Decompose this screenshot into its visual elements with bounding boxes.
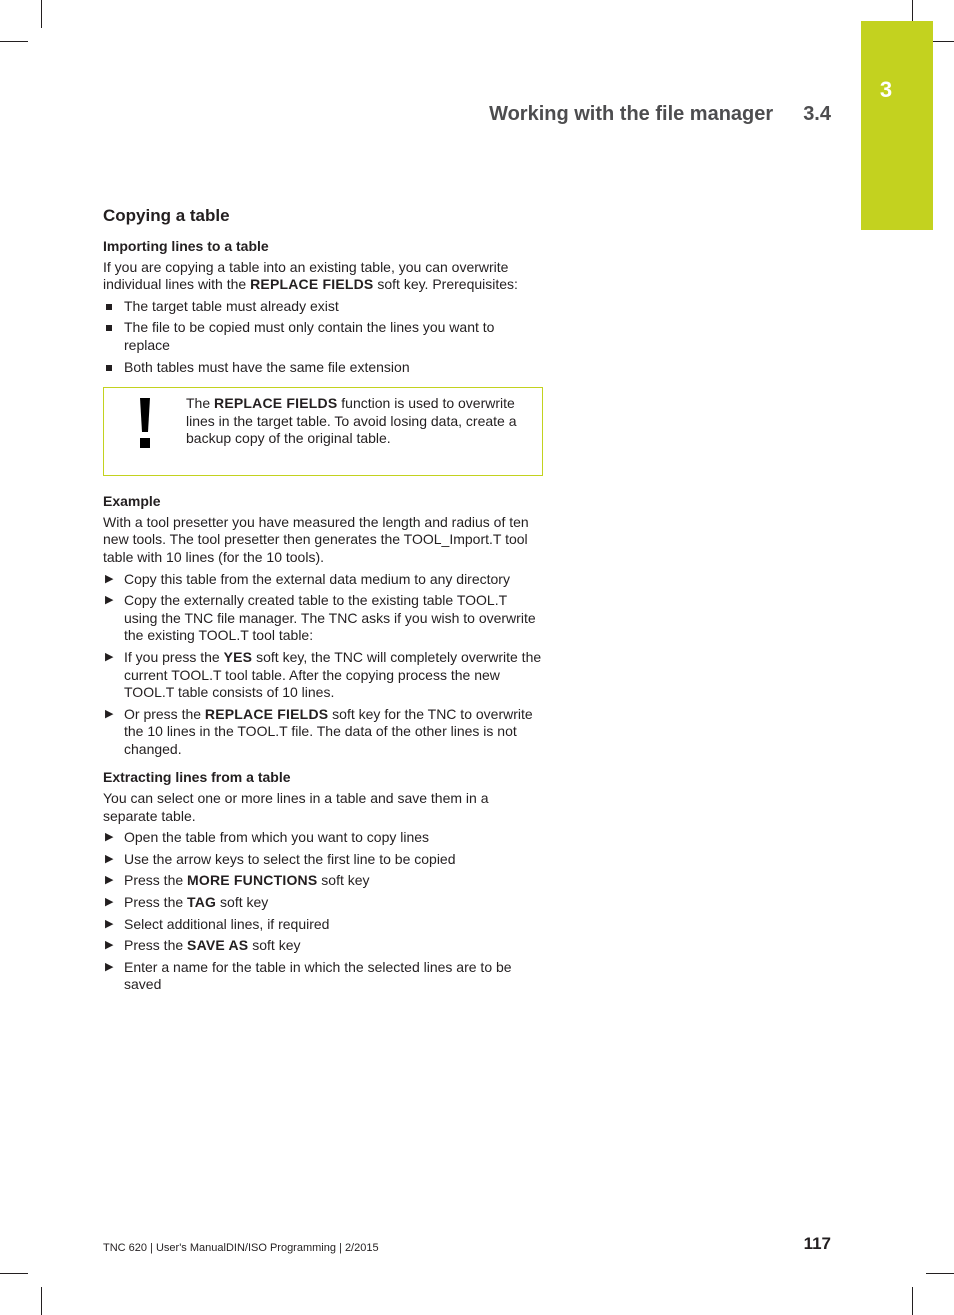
list-item: Both tables must have the same file extension bbox=[103, 359, 543, 377]
square-bullet-icon bbox=[106, 325, 112, 331]
crop-mark bbox=[0, 1273, 28, 1274]
extracting-subheading: Extracting lines from a table bbox=[103, 769, 291, 786]
softkey-name: REPLACE FIELDS bbox=[250, 276, 374, 293]
section-heading: Copying a table bbox=[103, 206, 230, 225]
softkey-name: REPLACE FIELDS bbox=[214, 395, 338, 412]
header-section: 3.4 bbox=[803, 103, 831, 125]
footer-text: TNC 620 | User's ManualDIN/ISO Programming | 2/2015 bbox=[103, 1242, 379, 1254]
softkey-name: SAVE AS bbox=[187, 937, 249, 954]
caution-note bbox=[103, 387, 543, 476]
crop-mark bbox=[41, 1287, 42, 1315]
crop-mark bbox=[41, 0, 42, 28]
step-item: ▶ Copy this table from the external data medium to any directory bbox=[105, 570, 510, 587]
triangle-arrow-icon: ▶ bbox=[105, 960, 114, 973]
step-item: ▶ Use the arrow keys to select the first line to be copied bbox=[105, 850, 456, 867]
step-item: ▶ Press the SAVE AS soft key bbox=[105, 937, 301, 954]
list-item: The file to be copied must only contain the lines you want to replace bbox=[103, 319, 543, 354]
step-item: ▶ Or press the REPLACE FIELDS soft key for the TNC to overwrite the 10 lines in the TOOL.T file. The data of the other lines is not changed. bbox=[105, 705, 533, 757]
triangle-arrow-icon: ▶ bbox=[105, 852, 114, 865]
triangle-arrow-icon: ▶ bbox=[105, 874, 114, 887]
triangle-arrow-icon: ▶ bbox=[105, 917, 114, 930]
softkey-name: YES bbox=[223, 648, 253, 665]
triangle-arrow-icon: ▶ bbox=[105, 707, 114, 720]
importing-subheading: Importing lines to a table bbox=[103, 238, 269, 254]
example-intro: With a tool presetter you have measured the length and radius of ten new tools. The tool presetter then generates the TOOL_Import.T tool table with 10 lines (for the 10 tools). bbox=[103, 513, 529, 565]
step-item: ▶ If you press the YES soft key, the TNC will completely overwrite the current TOOL.T tool table. After the copying process the new TOOL.T table consists of 10 lines. bbox=[105, 648, 542, 701]
note-text: The REPLACE FIELDS function is used to overwrite lines in the target table. To avoid losing data, create a backup copy of the original table. bbox=[186, 395, 517, 447]
triangle-arrow-icon: ▶ bbox=[105, 896, 114, 909]
softkey-name: REPLACE FIELDS bbox=[204, 705, 329, 722]
running-header bbox=[400, 103, 831, 126]
chapter-number: 3 bbox=[879, 77, 893, 102]
main-content bbox=[103, 205, 543, 1005]
page-number: 117 bbox=[803, 1234, 831, 1253]
square-bullet-icon bbox=[106, 365, 112, 371]
crop-mark bbox=[926, 1273, 954, 1274]
triangle-arrow-icon: ▶ bbox=[105, 594, 114, 607]
triangle-arrow-icon: ▶ bbox=[105, 572, 114, 585]
importing-intro: If you are copying a table into an existing table, you can overwrite individual lines with the REPLACE FIELDS soft key. Prerequisites: bbox=[103, 258, 518, 293]
triangle-arrow-icon: ▶ bbox=[105, 939, 114, 952]
step-item: ▶ Press the MORE FUNCTIONS soft key bbox=[105, 872, 370, 889]
softkey-name: MORE FUNCTIONS bbox=[187, 872, 318, 889]
example-subheading: Example bbox=[103, 493, 161, 510]
step-item: ▶ Press the TAG soft key bbox=[105, 894, 269, 911]
list-item: The target table must already exist bbox=[103, 298, 543, 316]
triangle-arrow-icon: ▶ bbox=[105, 831, 114, 844]
header-title: Working with the file manager bbox=[489, 103, 774, 125]
square-bullet-icon bbox=[106, 304, 112, 310]
crop-mark bbox=[912, 1287, 913, 1315]
exclamation-icon bbox=[138, 398, 152, 448]
chapter-tab bbox=[861, 21, 933, 230]
example-steps bbox=[103, 571, 543, 759]
triangle-arrow-icon: ▶ bbox=[105, 650, 114, 663]
step-item: ▶ Open the table from which you want to copy lines bbox=[105, 829, 430, 846]
note-icon-cell bbox=[104, 388, 186, 475]
prerequisites-list bbox=[103, 298, 543, 376]
extracting-intro: You can select one or more lines in a table and save them in a separate table. bbox=[103, 790, 489, 824]
extracting-steps bbox=[103, 829, 543, 994]
step-item: ▶ Select additional lines, if required bbox=[105, 915, 330, 932]
step-item: ▶ Enter a name for the table in which the selected lines are to be saved bbox=[105, 958, 512, 993]
step-item: ▶ Copy the externally created table to the existing table TOOL.T using the TNC file manager. The TNC asks if you wish to overwrite the existing TOOL.T tool table: bbox=[105, 592, 536, 644]
crop-mark bbox=[0, 41, 28, 42]
softkey-name: TAG bbox=[187, 894, 217, 911]
